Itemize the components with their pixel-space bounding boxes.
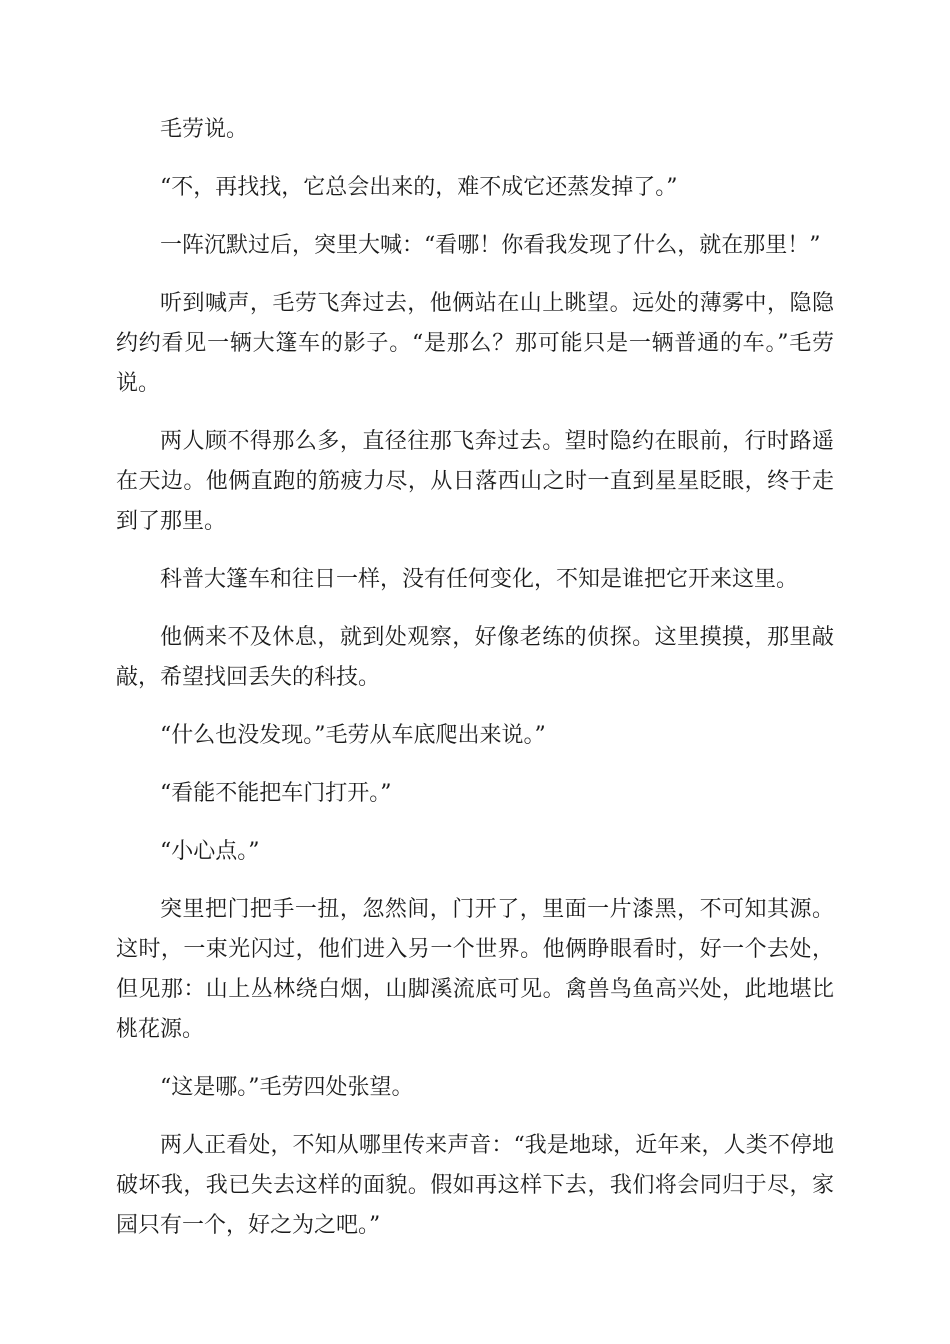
paragraph: 科普大篷车和往日一样，没有任何变化，不知是谁把它开来这里。 bbox=[160, 567, 799, 592]
paragraph: 两人顾不得那么多，直径往那飞奔过去。望时隐约在眼前，行时路遥在天边。他俩直跑的筋疲力尽，从日落西山之时一直到星星眨眼，终于走到了那里。 bbox=[116, 429, 834, 534]
paragraph: “看能不能把车门打开。” bbox=[160, 781, 392, 806]
paragraph: 一阵沉默过后，突里大喊：“看哪！你看我发现了什么，就在那里！” bbox=[160, 233, 821, 258]
paragraph: 两人正看处，不知从哪里传来声音：“我是地球，近年来，人类不停地破坏我，我已失去这样的面貌。假如再这样下去，我们将会同归于尽，家园只有一个，好之为之吧。” bbox=[116, 1133, 834, 1238]
paragraph: “什么也没发现。”毛劳从车底爬出来说。” bbox=[160, 723, 546, 748]
document-page bbox=[116, 110, 834, 1264]
paragraph: “不，再找找，它总会出来的，难不成它还蒸发掉了。” bbox=[160, 175, 678, 200]
paragraph: 突里把门把手一扭，忽然间，门开了，里面一片漆黑，不可知其源。这时，一束光闪过，他们进入另一个世界。他俩睁眼看时，好一个去处，但见那：山上丛林绕白烟，山脚溪流底可见。禽兽鸟鱼高兴处，此地堪比桃花源。 bbox=[116, 897, 834, 1042]
paragraph: 毛劳说。 bbox=[160, 117, 249, 142]
paragraph: “小心点。” bbox=[160, 839, 260, 864]
paragraph: 听到喊声，毛劳飞奔过去，他俩站在山上眺望。远处的薄雾中，隐隐约约看见一辆大篷车的影子。“是那么？那可能只是一辆普通的车。”毛劳说。 bbox=[116, 291, 834, 396]
paragraph: 他俩来不及休息，就到处观察，好像老练的侦探。这里摸摸，那里敲敲，希望找回丢失的科技。 bbox=[116, 625, 834, 690]
paragraph: “这是哪。”毛劳四处张望。 bbox=[160, 1075, 414, 1100]
